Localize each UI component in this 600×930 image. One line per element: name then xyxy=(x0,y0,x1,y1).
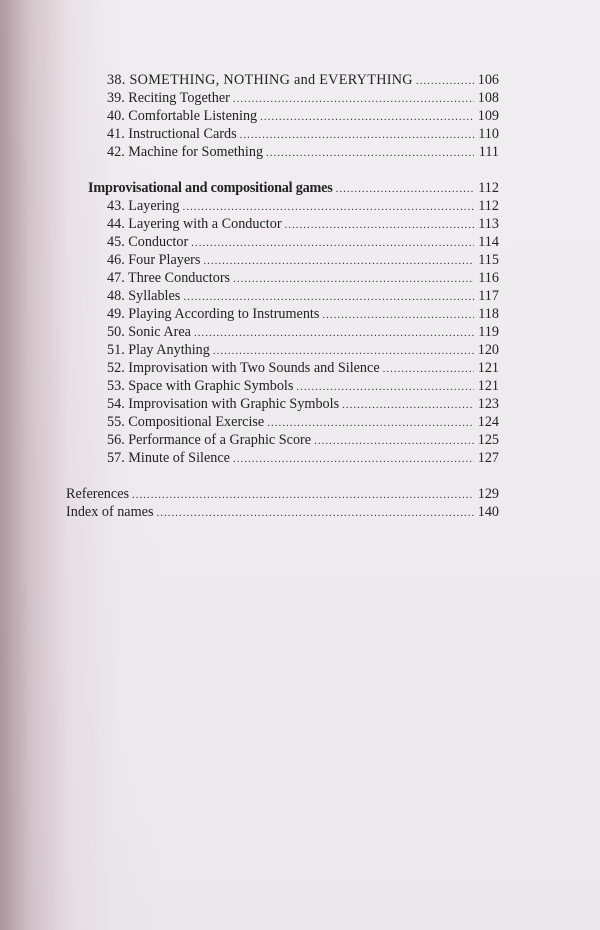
toc-entry-55 xyxy=(107,413,499,432)
leader-dots xyxy=(260,108,474,126)
toc-entry-42 xyxy=(107,143,499,162)
leader-dots xyxy=(342,396,474,414)
toc-entry-label: 42. Machine for Something xyxy=(107,144,264,160)
toc-entry-51 xyxy=(107,341,499,360)
toc-index-of-names xyxy=(66,503,499,522)
leader-dots xyxy=(296,378,474,396)
toc-entry-39 xyxy=(107,89,499,108)
toc-entry-page: 112 xyxy=(478,198,499,214)
toc-entry-page: 125 xyxy=(477,432,499,448)
leader-dots xyxy=(322,306,474,324)
section-page: 112 xyxy=(478,180,499,196)
toc-entry-label: 40. Comfortable Listening xyxy=(107,108,258,124)
toc-entry-label: 52. Improvisation with Two Sounds and Silence xyxy=(107,360,380,376)
toc-entry-page: 108 xyxy=(477,90,499,106)
leader-dots xyxy=(191,234,474,252)
leader-dots xyxy=(336,180,474,198)
leader-dots xyxy=(183,198,475,216)
toc-entry-page: 123 xyxy=(477,396,499,412)
toc-entry-41 xyxy=(107,125,499,144)
toc-entry-40 xyxy=(107,107,499,126)
leader-dots xyxy=(314,432,474,450)
toc-entry-47 xyxy=(107,269,499,288)
leader-dots xyxy=(156,504,474,522)
leader-dots xyxy=(285,216,474,234)
leader-dots xyxy=(213,342,474,360)
leader-dots xyxy=(416,72,474,90)
toc-entry-page: 111 xyxy=(478,144,499,160)
toc-entry-page: 140 xyxy=(477,504,499,520)
toc-section-heading xyxy=(88,179,499,198)
toc-entry-label: 43. Layering xyxy=(107,198,180,214)
leader-dots xyxy=(266,144,474,162)
toc-entry-page: 121 xyxy=(477,360,499,376)
toc-references xyxy=(66,485,499,504)
toc-entry-label: 44. Layering with a Conductor xyxy=(107,216,282,232)
toc-entry-label: 46. Four Players xyxy=(107,252,201,268)
toc-entry-53 xyxy=(107,377,499,396)
toc-entry-page: 116 xyxy=(478,270,499,286)
toc-entry-46 xyxy=(107,251,499,270)
toc-entry-48 xyxy=(107,287,499,306)
toc-entry-label: 47. Three Conductors xyxy=(107,270,231,286)
toc-entry-52 xyxy=(107,359,499,378)
toc-entry-54 xyxy=(107,395,499,414)
toc-entry-label: 56. Performance of a Graphic Score xyxy=(107,432,312,448)
toc-entry-page: 115 xyxy=(478,252,499,268)
toc-entry-49 xyxy=(107,305,499,324)
leader-dots xyxy=(267,414,474,432)
toc-entry-44 xyxy=(107,215,499,234)
leader-dots xyxy=(132,486,474,504)
toc-entry-page: 120 xyxy=(477,342,499,358)
section-label: Improvisational and compositional games xyxy=(88,180,333,196)
toc-entry-label: 41. Instructional Cards xyxy=(107,126,237,142)
leader-dots xyxy=(194,324,474,342)
toc-entry-page: 110 xyxy=(478,126,499,142)
toc-entry-label: 48. Syllables xyxy=(107,288,181,304)
toc-entry-page: 119 xyxy=(478,324,499,340)
toc-entry-43 xyxy=(107,197,499,216)
toc-entry-45 xyxy=(107,233,499,252)
toc-entry-label: 45. Conductor xyxy=(107,234,189,250)
toc-entry-label: 50. Sonic Area xyxy=(107,324,191,340)
leader-dots xyxy=(233,90,474,108)
leader-dots xyxy=(233,270,474,288)
toc-entry-label: References xyxy=(66,486,130,502)
toc-entry-56 xyxy=(107,431,499,450)
toc-entry-page: 121 xyxy=(477,378,499,394)
leader-dots xyxy=(383,360,474,378)
leader-dots xyxy=(183,288,474,306)
toc-entry-label: 49. Playing According to Instruments xyxy=(107,306,320,322)
toc-entry-label: 38. SOMETHING, NOTHING and EVERYTHING xyxy=(107,72,413,88)
toc-entry-page: 118 xyxy=(478,306,499,322)
toc-entry-50 xyxy=(107,323,499,342)
toc-entry-label: 53. Space with Graphic Symbols xyxy=(107,378,294,394)
toc-entry-label: 54. Improvisation with Graphic Symbols xyxy=(107,396,340,412)
toc-entry-page: 124 xyxy=(477,414,499,430)
toc-entry-page: 114 xyxy=(478,234,499,250)
toc-entry-page: 113 xyxy=(478,216,499,232)
toc-entry-label: 39. Reciting Together xyxy=(107,90,230,106)
toc-entry-label: 57. Minute of Silence xyxy=(107,450,230,466)
leader-dots xyxy=(240,126,474,144)
toc-entry-page: 129 xyxy=(477,486,499,502)
leader-dots xyxy=(233,450,474,468)
toc-entry-38 xyxy=(107,71,499,90)
toc-entry-page: 106 xyxy=(477,72,499,88)
toc-entry-57 xyxy=(107,449,499,468)
toc-entry-page: 127 xyxy=(477,450,499,466)
toc-entry-page: 117 xyxy=(478,288,499,304)
toc-entry-label: 55. Compositional Exercise xyxy=(107,414,265,430)
toc-entry-label: Index of names xyxy=(66,504,154,520)
leader-dots xyxy=(203,252,474,270)
toc-entry-page: 109 xyxy=(477,108,499,124)
toc-entry-label: 51. Play Anything xyxy=(107,342,210,358)
